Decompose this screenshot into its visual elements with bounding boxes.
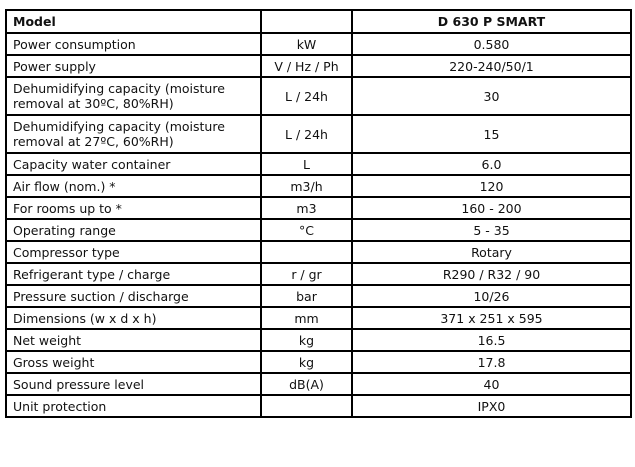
row-value: 17.8 xyxy=(352,351,631,373)
row-unit xyxy=(261,241,352,263)
table-row xyxy=(6,373,631,395)
row-label: Capacity water container xyxy=(6,153,261,175)
row-value: IPX0 xyxy=(352,395,631,417)
row-label: Refrigerant type / charge xyxy=(6,263,261,285)
row-unit xyxy=(261,395,352,417)
header-unit xyxy=(261,10,352,33)
row-unit: r / gr xyxy=(261,263,352,285)
table-row xyxy=(6,115,631,153)
row-label: Operating range xyxy=(6,219,261,241)
row-label: For rooms up to * xyxy=(6,197,261,219)
row-value: 120 xyxy=(352,175,631,197)
row-value: R290 / R32 / 90 xyxy=(352,263,631,285)
row-unit: mm xyxy=(261,307,352,329)
table-row xyxy=(6,263,631,285)
row-value: 15 xyxy=(352,115,631,153)
table-row xyxy=(6,351,631,373)
row-label: Power supply xyxy=(6,55,261,77)
row-value: 0.580 xyxy=(352,33,631,55)
row-unit: m3/h xyxy=(261,175,352,197)
row-label: Compressor type xyxy=(6,241,261,263)
row-label: Pressure suction / discharge xyxy=(6,285,261,307)
row-value: 371 x 251 x 595 xyxy=(352,307,631,329)
row-value: 16.5 xyxy=(352,329,631,351)
row-label: Unit protection xyxy=(6,395,261,417)
table-row xyxy=(6,197,631,219)
row-value: 5 - 35 xyxy=(352,219,631,241)
row-unit: dB(A) xyxy=(261,373,352,395)
table-row xyxy=(6,307,631,329)
row-value: 30 xyxy=(352,77,631,115)
table-header-row xyxy=(6,10,631,33)
row-value: 10/26 xyxy=(352,285,631,307)
row-value: 220-240/50/1 xyxy=(352,55,631,77)
row-unit: kg xyxy=(261,329,352,351)
row-label: Dehumidifying capacity (moisture removal at 30ºC, 80%RH) xyxy=(6,77,261,115)
row-unit: L xyxy=(261,153,352,175)
header-label: Model xyxy=(6,10,261,33)
row-label: Power consumption xyxy=(6,33,261,55)
table-row xyxy=(6,175,631,197)
table-row xyxy=(6,329,631,351)
table-row xyxy=(6,285,631,307)
row-unit: kg xyxy=(261,351,352,373)
row-unit: kW xyxy=(261,33,352,55)
row-unit: m3 xyxy=(261,197,352,219)
header-model-name: D 630 P SMART xyxy=(352,10,631,33)
row-value: Rotary xyxy=(352,241,631,263)
table-row xyxy=(6,153,631,175)
row-label: Net weight xyxy=(6,329,261,351)
row-label: Dehumidifying capacity (moisture removal at 27ºC, 60%RH) xyxy=(6,115,261,153)
spec-table xyxy=(5,9,632,418)
row-value: 6.0 xyxy=(352,153,631,175)
row-unit: L / 24h xyxy=(261,115,352,153)
table-row xyxy=(6,219,631,241)
row-unit: bar xyxy=(261,285,352,307)
row-label: Air flow (nom.) * xyxy=(6,175,261,197)
row-unit: L / 24h xyxy=(261,77,352,115)
table-row xyxy=(6,55,631,77)
row-label: Sound pressure level xyxy=(6,373,261,395)
table-row xyxy=(6,395,631,417)
row-label: Gross weight xyxy=(6,351,261,373)
row-value: 40 xyxy=(352,373,631,395)
row-value: 160 - 200 xyxy=(352,197,631,219)
row-label: Dimensions (w x d x h) xyxy=(6,307,261,329)
table-row xyxy=(6,33,631,55)
row-unit: °C xyxy=(261,219,352,241)
row-unit: V / Hz / Ph xyxy=(261,55,352,77)
table-row xyxy=(6,77,631,115)
table-row xyxy=(6,241,631,263)
